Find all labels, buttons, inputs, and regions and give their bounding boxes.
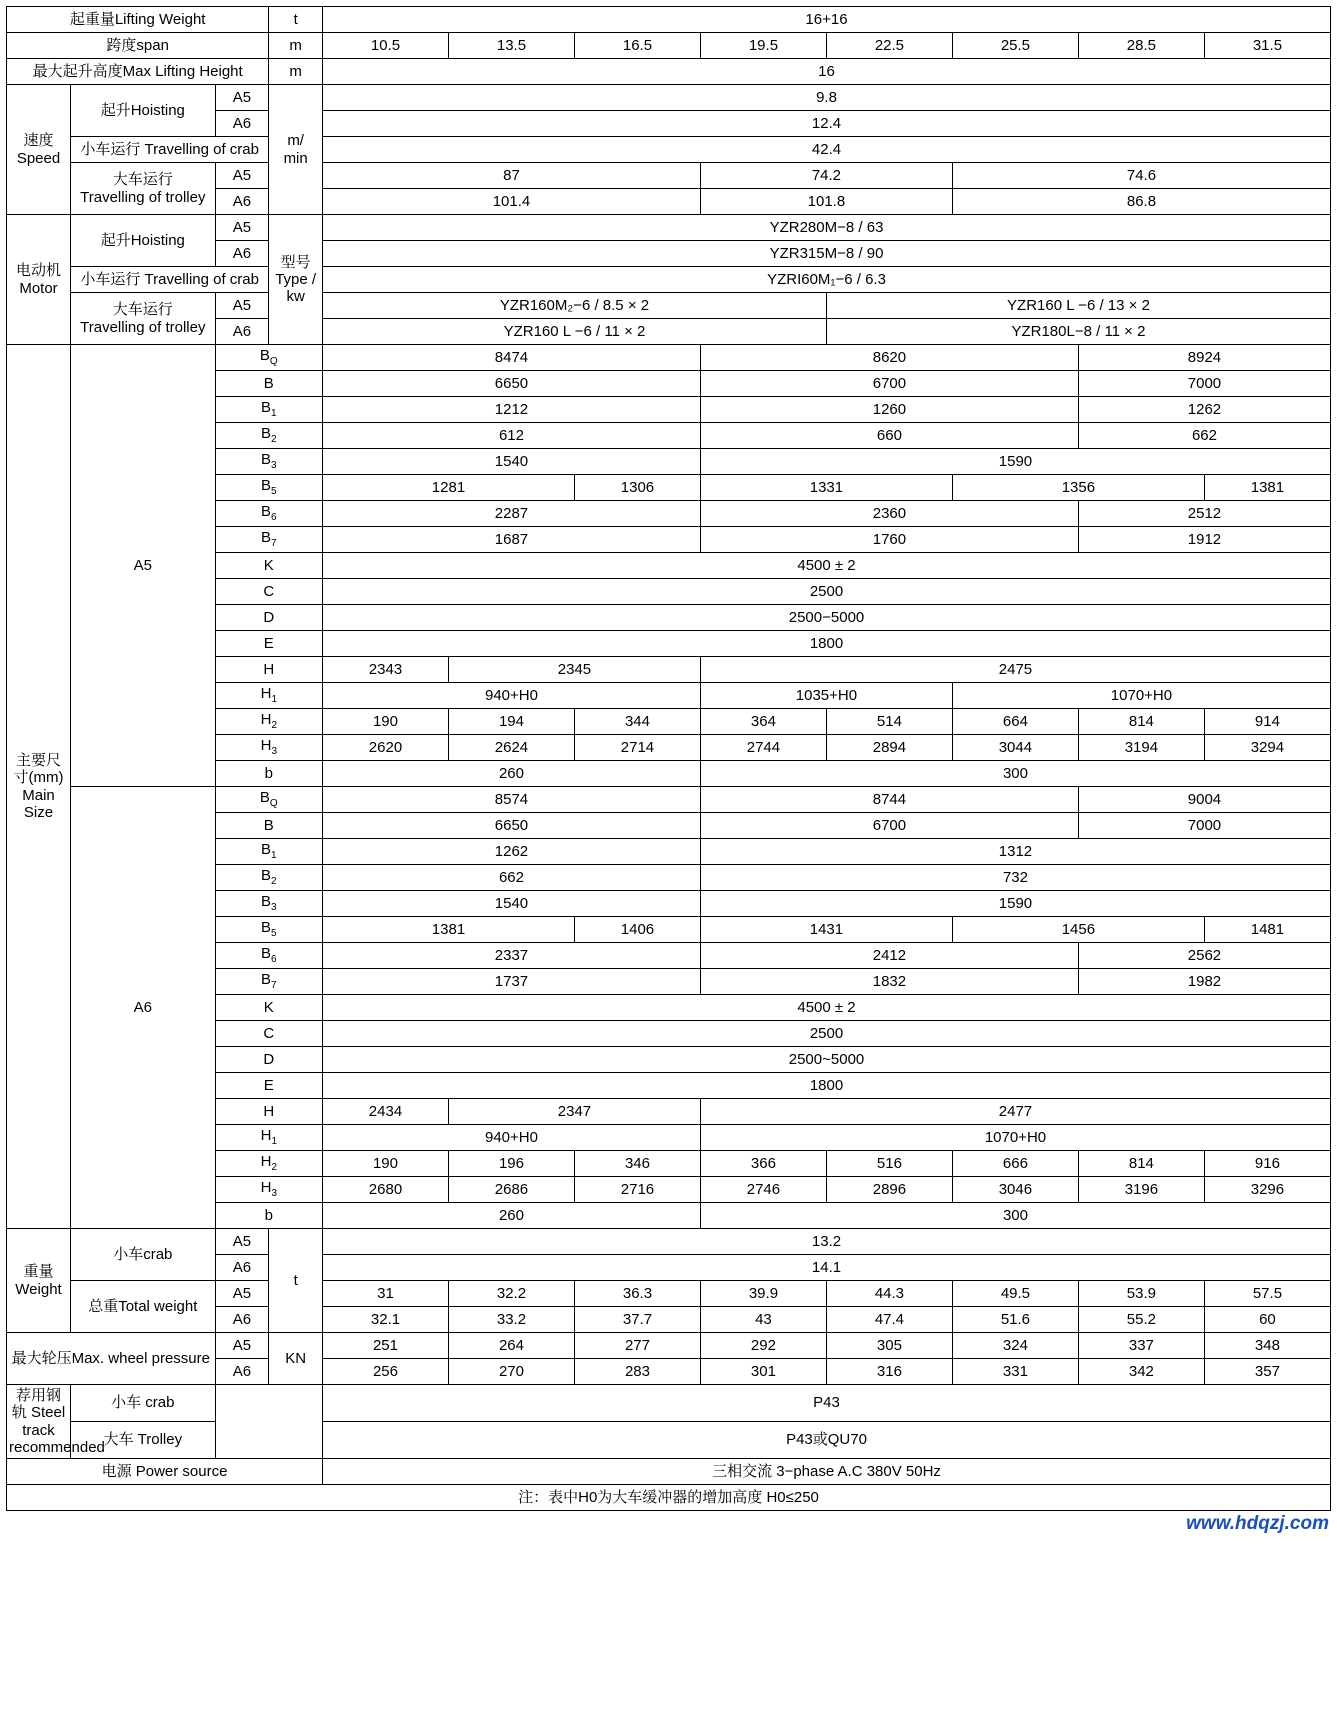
dimension-value: 2744 bbox=[700, 735, 826, 761]
table-row bbox=[7, 7, 1331, 33]
dimension-value: 4500 ± 2 bbox=[323, 553, 1331, 579]
max-lifting-height-value: 16 bbox=[323, 59, 1331, 85]
weight-total-a5-value: 39.9 bbox=[700, 1281, 826, 1307]
dimension-value: 2360 bbox=[700, 501, 1078, 527]
speed-unit: m/ min bbox=[269, 85, 323, 215]
motor-trolley-a5-tag: A5 bbox=[215, 293, 269, 319]
table-row bbox=[7, 1385, 1331, 1422]
dimension-value: 940+H0 bbox=[323, 683, 701, 709]
dimension-value: 2686 bbox=[448, 1177, 574, 1203]
motor-trolley-label bbox=[71, 293, 216, 345]
speed-label-cn: 速度 bbox=[23, 132, 54, 150]
dimension-value: 3296 bbox=[1204, 1177, 1330, 1203]
steel-track-trolley-label: 大车 Trolley bbox=[71, 1422, 216, 1459]
dimension-symbol: D bbox=[215, 605, 322, 631]
dimension-value: 346 bbox=[574, 1151, 700, 1177]
dimension-value: 1481 bbox=[1204, 917, 1330, 943]
steel-track-crab-value: P43 bbox=[323, 1385, 1331, 1422]
dimension-value: 260 bbox=[323, 761, 701, 787]
dimension-value: 1737 bbox=[323, 969, 701, 995]
wheel-pressure-a5-value: 305 bbox=[826, 1333, 952, 1359]
motor-label-en: Motor bbox=[19, 279, 58, 297]
dimension-symbol: $B_1$ bbox=[215, 397, 322, 423]
table-row bbox=[7, 215, 1331, 241]
span-value: 25.5 bbox=[952, 33, 1078, 59]
speed-trolley-a6-value: 86.8 bbox=[952, 189, 1330, 215]
dimension-value: 660 bbox=[700, 423, 1078, 449]
dimension-value: 2343 bbox=[323, 657, 449, 683]
dimension-value: 4500 ± 2 bbox=[323, 995, 1331, 1021]
weight-total-a6-value: 43 bbox=[700, 1307, 826, 1333]
weight-total-a5-value: 31 bbox=[323, 1281, 449, 1307]
dimension-value: 1281 bbox=[323, 475, 575, 501]
wheel-pressure-a5-value: 251 bbox=[323, 1333, 449, 1359]
table-row bbox=[7, 293, 1331, 319]
dimension-value: 366 bbox=[700, 1151, 826, 1177]
dimension-value: 190 bbox=[323, 709, 449, 735]
weight-total-a5-tag: A5 bbox=[215, 1281, 269, 1307]
weight-total-a6-value: 33.2 bbox=[448, 1307, 574, 1333]
dimension-symbol: b bbox=[215, 761, 322, 787]
wheel-pressure-a6-value: 283 bbox=[574, 1359, 700, 1385]
dimension-value: 6700 bbox=[700, 371, 1078, 397]
dimension-value: 2624 bbox=[448, 735, 574, 761]
table-row bbox=[7, 33, 1331, 59]
weight-total-a6-tag: A6 bbox=[215, 1307, 269, 1333]
wheel-pressure-a5-tag: A5 bbox=[215, 1333, 269, 1359]
dimension-value: 2896 bbox=[826, 1177, 952, 1203]
dimension-value: 2746 bbox=[700, 1177, 826, 1203]
motor-trolley-a6-value: YZR160 L −6 / 11 × 2 bbox=[323, 319, 827, 345]
wheel-pressure-label: 最大轮压Max. wheel pressure bbox=[7, 1333, 216, 1385]
motor-label-cn: 电动机 bbox=[16, 262, 62, 280]
wheel-pressure-a5-value: 277 bbox=[574, 1333, 700, 1359]
motor-crab-value: YZRI60M₁−6 / 6.3 bbox=[323, 267, 1331, 293]
dimension-symbol: B bbox=[215, 371, 322, 397]
main-size-label-cn: 主要尺寸(mm) bbox=[13, 752, 64, 787]
speed-trolley-a6-value: 101.8 bbox=[700, 189, 952, 215]
dimension-value: 2345 bbox=[448, 657, 700, 683]
weight-crab-a5-tag: A5 bbox=[215, 1229, 269, 1255]
dimension-value: 6650 bbox=[323, 813, 701, 839]
wheel-pressure-a6-value: 357 bbox=[1204, 1359, 1330, 1385]
dimension-value: 1070+H0 bbox=[700, 1125, 1330, 1151]
span-value: 31.5 bbox=[1204, 33, 1330, 59]
table-row bbox=[7, 1281, 1331, 1307]
dimension-symbol: $H_3$ bbox=[215, 1177, 322, 1203]
table-row bbox=[7, 1229, 1331, 1255]
dimension-value: 2500~5000 bbox=[323, 1047, 1331, 1073]
wheel-pressure-a6-value: 270 bbox=[448, 1359, 574, 1385]
dimension-value: 1912 bbox=[1078, 527, 1330, 553]
table-row bbox=[7, 267, 1331, 293]
span-unit: m bbox=[269, 33, 323, 59]
wheel-pressure-a6-value: 301 bbox=[700, 1359, 826, 1385]
dimension-value: 1406 bbox=[574, 917, 700, 943]
dimension-symbol: K bbox=[215, 995, 322, 1021]
footer bbox=[6, 1511, 1331, 1541]
table-row bbox=[7, 345, 1331, 371]
dimension-value: 1331 bbox=[700, 475, 952, 501]
dimension-value: 194 bbox=[448, 709, 574, 735]
dimension-value: 8924 bbox=[1078, 345, 1330, 371]
speed-trolley-label bbox=[71, 163, 216, 215]
wheel-pressure-a6-value: 316 bbox=[826, 1359, 952, 1385]
wheel-pressure-a6-value: 342 bbox=[1078, 1359, 1204, 1385]
dimension-symbol: b bbox=[215, 1203, 322, 1229]
span-value: 22.5 bbox=[826, 33, 952, 59]
table-row bbox=[7, 163, 1331, 189]
speed-hoisting-label: 起升Hoisting bbox=[71, 85, 216, 137]
dimension-value: 1687 bbox=[323, 527, 701, 553]
dimension-symbol: K bbox=[215, 553, 322, 579]
motor-section-label bbox=[7, 215, 71, 345]
dimension-symbol: $B_2$ bbox=[215, 423, 322, 449]
motor-hoisting-a5-value: YZR280M−8 / 63 bbox=[323, 215, 1331, 241]
table-row bbox=[7, 1459, 1331, 1485]
dimension-symbol: H bbox=[215, 1099, 322, 1125]
dimension-symbol: $B_3$ bbox=[215, 449, 322, 475]
speed-trolley-a5-tag: A5 bbox=[215, 163, 269, 189]
dimension-value: 2714 bbox=[574, 735, 700, 761]
dimension-value: 8620 bbox=[700, 345, 1078, 371]
wheel-pressure-a5-value: 292 bbox=[700, 1333, 826, 1359]
motor-trolley-a6-tag: A6 bbox=[215, 319, 269, 345]
motor-trolley-label-cn: 大车运行 bbox=[112, 301, 173, 319]
weight-label-cn: 重量 bbox=[23, 1263, 54, 1281]
table-row bbox=[7, 787, 1331, 813]
dimension-value: 3294 bbox=[1204, 735, 1330, 761]
steel-track-crab-label: 小车 crab bbox=[71, 1385, 216, 1422]
dimension-value: 344 bbox=[574, 709, 700, 735]
dimension-value: 2287 bbox=[323, 501, 701, 527]
motor-hoisting-a6-tag: A6 bbox=[215, 241, 269, 267]
max-lifting-height-unit: m bbox=[269, 59, 323, 85]
spec-sheet bbox=[0, 6, 1337, 1541]
dimension-value: 1800 bbox=[323, 1073, 1331, 1099]
speed-crab-value: 42.4 bbox=[323, 137, 1331, 163]
motor-unit bbox=[269, 215, 323, 345]
dimension-value: 2680 bbox=[323, 1177, 449, 1203]
main-size-a6-tag: A6 bbox=[71, 787, 216, 1229]
weight-total-a6-value: 37.7 bbox=[574, 1307, 700, 1333]
dimension-value: 662 bbox=[1078, 423, 1330, 449]
dimension-value: 1312 bbox=[700, 839, 1330, 865]
dimension-value: 1260 bbox=[700, 397, 1078, 423]
dimension-value: 1262 bbox=[1078, 397, 1330, 423]
span-value: 19.5 bbox=[700, 33, 826, 59]
dimension-value: 1982 bbox=[1078, 969, 1330, 995]
weight-section-label bbox=[7, 1229, 71, 1333]
motor-unit-cn: 型号 bbox=[280, 253, 311, 271]
dimension-value: 914 bbox=[1204, 709, 1330, 735]
dimension-symbol: $B_5$ bbox=[215, 917, 322, 943]
dimension-symbol: $B_5$ bbox=[215, 475, 322, 501]
dimension-value: 2347 bbox=[448, 1099, 700, 1125]
motor-hoisting-a6-value: YZR315M−8 / 90 bbox=[323, 241, 1331, 267]
dimension-value: 2500 bbox=[323, 579, 1331, 605]
dimension-value: 1540 bbox=[323, 891, 701, 917]
span-label: 跨度span bbox=[7, 33, 269, 59]
dimension-symbol: $H_1$ bbox=[215, 1125, 322, 1151]
dimension-symbol: $H_1$ bbox=[215, 683, 322, 709]
dimension-value: 2477 bbox=[700, 1099, 1330, 1125]
dimension-value: 916 bbox=[1204, 1151, 1330, 1177]
steel-track-trolley-value: P43或QU70 bbox=[323, 1422, 1331, 1459]
weight-total-a6-value: 32.1 bbox=[323, 1307, 449, 1333]
dimension-value: 1431 bbox=[700, 917, 952, 943]
lifting-weight-unit: t bbox=[269, 7, 323, 33]
table-row bbox=[7, 1422, 1331, 1459]
dimension-value: 6650 bbox=[323, 371, 701, 397]
dimension-value: 1356 bbox=[952, 475, 1204, 501]
wheel-pressure-a5-value: 264 bbox=[448, 1333, 574, 1359]
main-size-a5-tag: A5 bbox=[71, 345, 216, 787]
lifting-weight-value: 16+16 bbox=[323, 7, 1331, 33]
wheel-pressure-a6-tag: A6 bbox=[215, 1359, 269, 1385]
wheel-pressure-unit: KN bbox=[269, 1333, 323, 1385]
dimension-value: 2412 bbox=[700, 943, 1078, 969]
dimension-value: 2512 bbox=[1078, 501, 1330, 527]
dimension-symbol: $B_7$ bbox=[215, 527, 322, 553]
speed-hoisting-a5-tag: A5 bbox=[215, 85, 269, 111]
dimension-symbol: E bbox=[215, 1073, 322, 1099]
dimension-value: 3194 bbox=[1078, 735, 1204, 761]
dimension-symbol: $B_Q$ bbox=[215, 787, 322, 813]
dimension-value: 3044 bbox=[952, 735, 1078, 761]
dimension-value: 8474 bbox=[323, 345, 701, 371]
dimension-value: 814 bbox=[1078, 1151, 1204, 1177]
dimension-value: 8744 bbox=[700, 787, 1078, 813]
dimension-value: 6700 bbox=[700, 813, 1078, 839]
weight-label-en: Weight bbox=[15, 1280, 62, 1298]
dimension-value: 1540 bbox=[323, 449, 701, 475]
dimension-symbol: D bbox=[215, 1047, 322, 1073]
steel-track-label: 荐用钢轨 Steel track recommended bbox=[7, 1385, 71, 1459]
dimension-value: 1832 bbox=[700, 969, 1078, 995]
weight-crab-a5-value: 13.2 bbox=[323, 1229, 1331, 1255]
dimension-value: 514 bbox=[826, 709, 952, 735]
weight-total-label: 总重Total weight bbox=[71, 1281, 216, 1333]
dimension-value: 2562 bbox=[1078, 943, 1330, 969]
weight-total-a5-value: 53.9 bbox=[1078, 1281, 1204, 1307]
dimension-value: 196 bbox=[448, 1151, 574, 1177]
weight-crab-a6-value: 14.1 bbox=[323, 1255, 1331, 1281]
dimension-value: 1070+H0 bbox=[952, 683, 1330, 709]
speed-trolley-a6-value: 101.4 bbox=[323, 189, 701, 215]
dimension-value: 2894 bbox=[826, 735, 952, 761]
dimension-symbol: H bbox=[215, 657, 322, 683]
dimension-symbol: C bbox=[215, 579, 322, 605]
dimension-value: 1456 bbox=[952, 917, 1204, 943]
dimension-value: 3046 bbox=[952, 1177, 1078, 1203]
table-row bbox=[7, 85, 1331, 111]
dimension-value: 2716 bbox=[574, 1177, 700, 1203]
dimension-value: 1212 bbox=[323, 397, 701, 423]
motor-hoisting-label: 起升Hoisting bbox=[71, 215, 216, 267]
dimension-value: 1262 bbox=[323, 839, 701, 865]
dimension-value: 9004 bbox=[1078, 787, 1330, 813]
note-text: 注：表中H0为大车缓冲器的增加高度 H0≤250 bbox=[7, 1485, 1331, 1511]
dimension-symbol: C bbox=[215, 1021, 322, 1047]
wheel-pressure-a6-value: 331 bbox=[952, 1359, 1078, 1385]
dimension-value: 940+H0 bbox=[323, 1125, 701, 1151]
span-value: 10.5 bbox=[323, 33, 449, 59]
dimension-symbol: $B_Q$ bbox=[215, 345, 322, 371]
dimension-value: 300 bbox=[700, 761, 1330, 787]
dimension-value: 612 bbox=[323, 423, 701, 449]
table-row bbox=[7, 59, 1331, 85]
dimension-symbol: $B_2$ bbox=[215, 865, 322, 891]
speed-trolley-label-en: Travelling of trolley bbox=[80, 188, 206, 206]
dimension-value: 1590 bbox=[700, 449, 1330, 475]
motor-crab-label: 小车运行 Travelling of crab bbox=[71, 267, 269, 293]
power-source-value: 三相交流 3−phase A.C 380V 50Hz bbox=[323, 1459, 1331, 1485]
weight-crab-label: 小车crab bbox=[71, 1229, 216, 1281]
main-size-label-en: Main Size bbox=[22, 786, 55, 821]
dimension-value: 2620 bbox=[323, 735, 449, 761]
span-value: 16.5 bbox=[574, 33, 700, 59]
dimension-value: 814 bbox=[1078, 709, 1204, 735]
motor-trolley-a5-value: YZR160 L −6 / 13 × 2 bbox=[826, 293, 1330, 319]
dimension-symbol: E bbox=[215, 631, 322, 657]
span-value: 13.5 bbox=[448, 33, 574, 59]
dimension-symbol: $B_3$ bbox=[215, 891, 322, 917]
dimension-symbol: $H_2$ bbox=[215, 1151, 322, 1177]
dimension-symbol: $B_6$ bbox=[215, 943, 322, 969]
dimension-value: 1381 bbox=[1204, 475, 1330, 501]
speed-section-label bbox=[7, 85, 71, 215]
dimension-symbol: $H_3$ bbox=[215, 735, 322, 761]
dimension-symbol: $B_6$ bbox=[215, 501, 322, 527]
dimension-value: 3196 bbox=[1078, 1177, 1204, 1203]
dimension-value: 1800 bbox=[323, 631, 1331, 657]
table-row bbox=[7, 1333, 1331, 1359]
speed-trolley-a6-tag: A6 bbox=[215, 189, 269, 215]
speed-crab-label: 小车运行 Travelling of crab bbox=[71, 137, 269, 163]
dimension-value: 516 bbox=[826, 1151, 952, 1177]
speed-trolley-label-cn: 大车运行 bbox=[112, 171, 173, 189]
crane-specification-table bbox=[6, 6, 1331, 1511]
dimension-value: 7000 bbox=[1078, 813, 1330, 839]
table-row bbox=[7, 1485, 1331, 1511]
dimension-value: 662 bbox=[323, 865, 701, 891]
dimension-value: 1590 bbox=[700, 891, 1330, 917]
weight-total-a5-value: 57.5 bbox=[1204, 1281, 1330, 1307]
speed-hoisting-a5-value: 9.8 bbox=[323, 85, 1331, 111]
dimension-value: 666 bbox=[952, 1151, 1078, 1177]
dimension-value: 2434 bbox=[323, 1099, 449, 1125]
dimension-value: 2337 bbox=[323, 943, 701, 969]
wheel-pressure-a6-value: 256 bbox=[323, 1359, 449, 1385]
dimension-value: 1760 bbox=[700, 527, 1078, 553]
dimension-value: 364 bbox=[700, 709, 826, 735]
power-source-label: 电源 Power source bbox=[7, 1459, 323, 1485]
website-url[interactable]: www.hdqzj.com bbox=[1186, 1513, 1329, 1534]
max-lifting-height-label: 最大起升高度Max Lifting Height bbox=[7, 59, 269, 85]
dimension-value: 2500 bbox=[323, 1021, 1331, 1047]
weight-total-a6-value: 47.4 bbox=[826, 1307, 952, 1333]
weight-total-a5-value: 32.2 bbox=[448, 1281, 574, 1307]
weight-unit: t bbox=[269, 1229, 323, 1333]
dimension-value: 190 bbox=[323, 1151, 449, 1177]
span-value: 28.5 bbox=[1078, 33, 1204, 59]
motor-trolley-label-en: Travelling of trolley bbox=[80, 318, 206, 336]
dimension-value: 7000 bbox=[1078, 371, 1330, 397]
wheel-pressure-a5-value: 324 bbox=[952, 1333, 1078, 1359]
dimension-value: 300 bbox=[700, 1203, 1330, 1229]
wheel-pressure-a5-value: 337 bbox=[1078, 1333, 1204, 1359]
dimension-value: 1035+H0 bbox=[700, 683, 952, 709]
speed-trolley-a5-value: 87 bbox=[323, 163, 701, 189]
dimension-value: 8574 bbox=[323, 787, 701, 813]
weight-total-a6-value: 51.6 bbox=[952, 1307, 1078, 1333]
dimension-symbol: $H_2$ bbox=[215, 709, 322, 735]
motor-trolley-a5-value: YZR160M₂−6 / 8.5 × 2 bbox=[323, 293, 827, 319]
motor-trolley-a6-value: YZR180L−8 / 11 × 2 bbox=[826, 319, 1330, 345]
lifting-weight-label: 起重量Lifting Weight bbox=[7, 7, 269, 33]
dimension-value: 2500−5000 bbox=[323, 605, 1331, 631]
speed-hoisting-a6-value: 12.4 bbox=[323, 111, 1331, 137]
dimension-symbol: $B_1$ bbox=[215, 839, 322, 865]
wheel-pressure-a5-value: 348 bbox=[1204, 1333, 1330, 1359]
speed-hoisting-a6-tag: A6 bbox=[215, 111, 269, 137]
weight-total-a5-value: 44.3 bbox=[826, 1281, 952, 1307]
speed-label-en: Speed bbox=[16, 149, 61, 167]
dimension-value: 732 bbox=[700, 865, 1330, 891]
weight-total-a6-value: 55.2 bbox=[1078, 1307, 1204, 1333]
dimension-symbol: $B_7$ bbox=[215, 969, 322, 995]
weight-crab-a6-tag: A6 bbox=[215, 1255, 269, 1281]
speed-trolley-a5-value: 74.2 bbox=[700, 163, 952, 189]
dimension-value: 260 bbox=[323, 1203, 701, 1229]
dimension-value: 2475 bbox=[700, 657, 1330, 683]
weight-total-a6-value: 60 bbox=[1204, 1307, 1330, 1333]
dimension-value: 664 bbox=[952, 709, 1078, 735]
main-size-section-label bbox=[7, 345, 71, 1229]
weight-total-a5-value: 36.3 bbox=[574, 1281, 700, 1307]
dimension-symbol: B bbox=[215, 813, 322, 839]
speed-trolley-a5-value: 74.6 bbox=[952, 163, 1330, 189]
motor-hoisting-a5-tag: A5 bbox=[215, 215, 269, 241]
table-row bbox=[7, 137, 1331, 163]
steel-track-unit-blank bbox=[215, 1385, 322, 1459]
dimension-value: 1381 bbox=[323, 917, 575, 943]
dimension-value: 1306 bbox=[574, 475, 700, 501]
motor-unit-en: Type / kw bbox=[275, 270, 317, 306]
weight-total-a5-value: 49.5 bbox=[952, 1281, 1078, 1307]
